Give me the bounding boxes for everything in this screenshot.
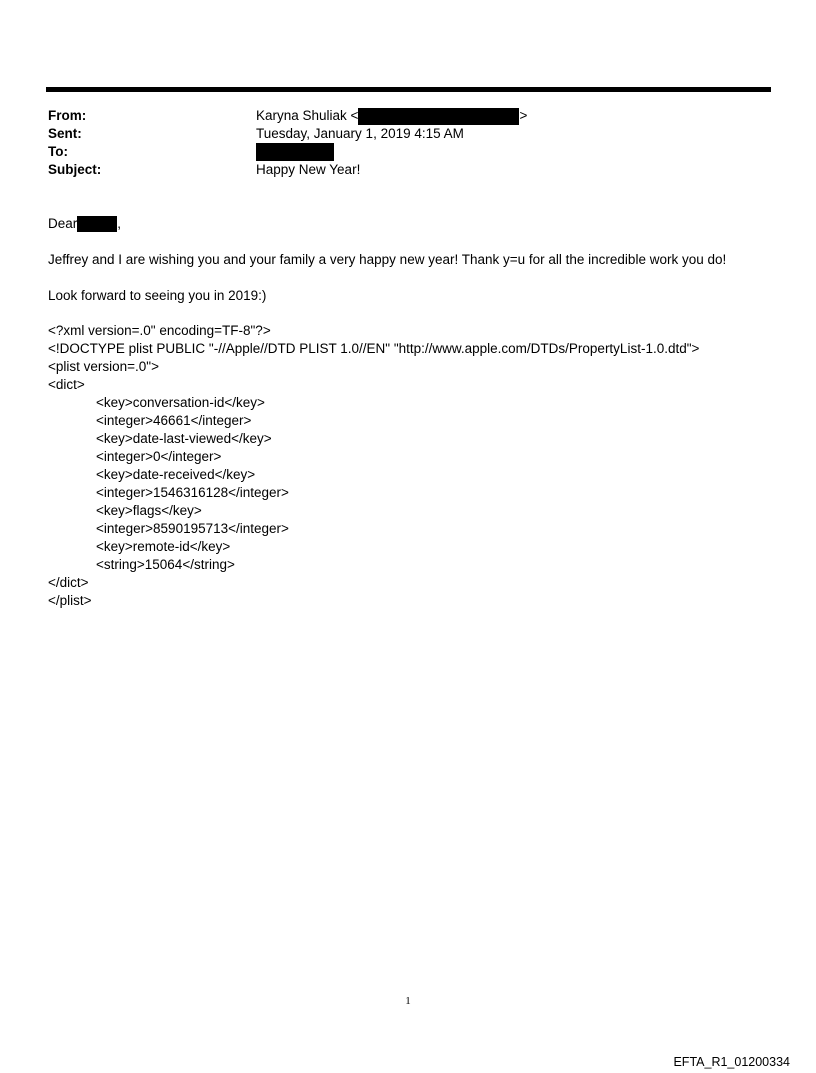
xml-entry: <integer>0</integer> [96,449,222,464]
from-label: From: [48,108,87,123]
document-id: EFTA_R1_01200334 [673,1055,790,1069]
xml-entry: <integer>1546316128</integer> [96,485,289,500]
xml-line: </plist> [48,593,92,608]
xml-line: <!DOCTYPE plist PUBLIC "-//Apple//DTD PLIST 1.0//EN" "http://www.apple.com/DTDs/PropertyList-1.0.dtd"> [48,341,700,356]
from-name: Karyna Shuliak < [256,108,359,123]
xml-entry: <integer>8590195713</integer> [96,521,289,536]
subject-value: Happy New Year! [256,162,361,177]
sent-value: Tuesday, January 1, 2019 4:15 AM [256,126,464,141]
paragraph-2: Look forward to seeing you in 2019:) [48,288,267,303]
xml-entry: <key>conversation-id</key> [96,395,265,410]
header-rule [46,87,771,92]
xml-plist-block [48,322,699,610]
greeting [48,215,121,233]
xml-entry: <key>flags</key> [96,503,202,518]
to-value [256,143,334,161]
xml-line: </dict> [48,575,89,590]
redaction-block [77,216,117,232]
xml-entry: <key>date-last-viewed</key> [96,431,272,446]
from-value [256,107,527,125]
xml-line: <plist version=.0"> [48,359,159,374]
redaction-block [358,108,519,125]
paragraph-1: Jeffrey and I are wishing you and your family a very happy new year! Thank y=u for all the incredible work you do! [48,252,727,267]
xml-entry: <key>date-received</key> [96,467,256,482]
sent-label: Sent: [48,126,82,141]
xml-entry: <integer>46661</integer> [96,413,252,428]
xml-line: <dict> [48,377,85,392]
greeting-text: Dear [48,216,78,231]
subject-label: Subject: [48,162,102,177]
to-label: To: [48,144,68,159]
xml-entry: <key>remote-id</key> [96,539,231,554]
from-close: > [519,108,528,123]
greeting-punct: , [117,216,122,231]
xml-line: <?xml version=.0" encoding=TF-8"?> [48,323,271,338]
redaction-block [256,143,334,161]
xml-entry: <string>15064</string> [96,557,235,572]
page-number: 1 [405,995,411,1007]
